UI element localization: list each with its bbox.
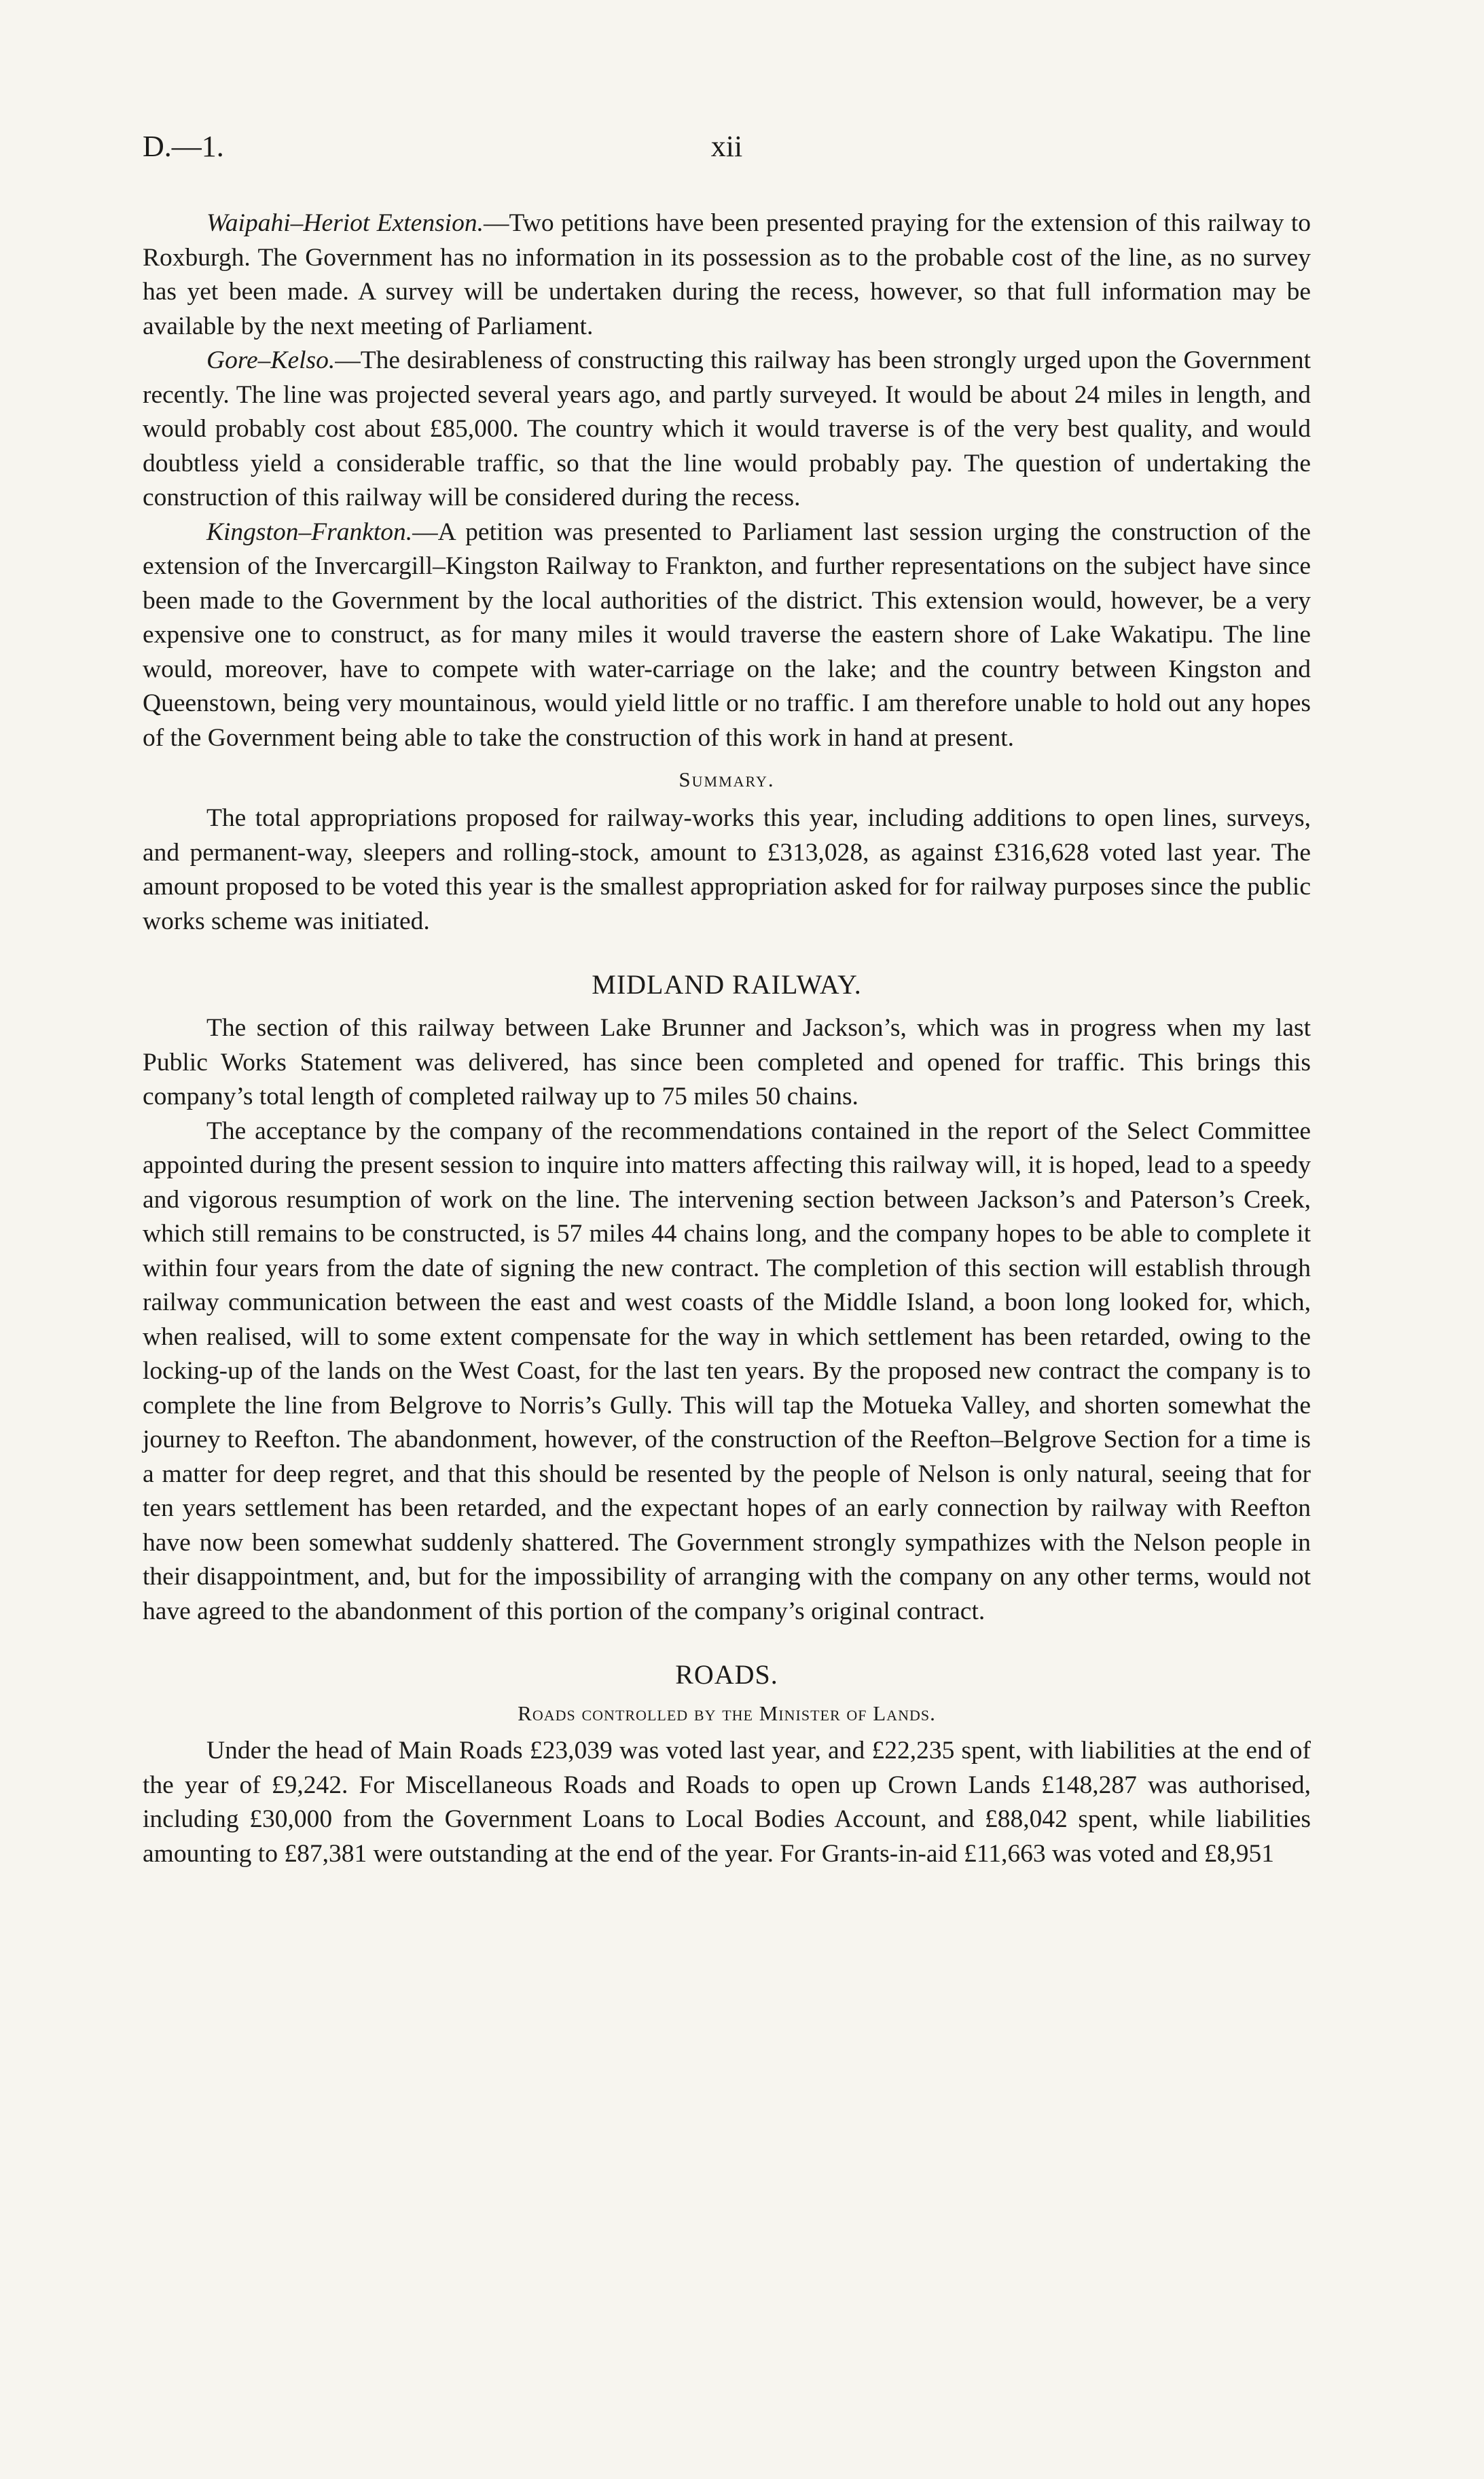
paragraph-summary: The total appropriations proposed for railway-works this year, including additions to open lines, surveys, and permanent-way, sleepers and rolling-stock, amount to £313,028, as against £316,628 voted last year. The amount proposed to be voted this year is the smallest appropriation asked for for railway purposes since the public works scheme was initiated. (143, 804, 1311, 935)
midland-railway-heading: MIDLAND RAILWAY. (592, 969, 862, 1000)
paragraph-lead: Waipahi–Heriot Extension. (206, 209, 484, 237)
summary-heading: Summary. (678, 767, 775, 791)
roads-subheading: Roads controlled by the Minister of Lands. (518, 1701, 936, 1725)
paragraph-body: —Two petitions have been presented praying for the extension of this railway to Roxburgh. The Government has no information in its possession as to the probable cost of the line, as no survey has yet been made. A survey will be undertaken during the recess, however, so that full information may be available by the next meeting of Parliament. (143, 209, 1311, 340)
paragraph-midland-1: The section of this railway between Lake Brunner and Jackson’s, which was in progress when my last Public Works Statement was delivered, has since been completed and opened for traffic. This brings this company’s total length of completed railway up to 75 miles 50 chains. (143, 1014, 1311, 1110)
document-reference: D.—1. (143, 130, 224, 163)
paragraph-lead: Gore–Kelso. (206, 346, 336, 374)
running-head (143, 129, 1311, 177)
paragraph-roads-1: Under the head of Main Roads £23,039 was voted last year, and £22,235 spent, with liabilities at the end of the year of £9,242. For Miscellaneous Roads and Roads to open up Crown Lands £148,287 was authorised, including £30,000 from the Government Loans to Local Bodies Account, and £88,042 spent, while liabilities amounting to £87,381 were outstanding at the end of the year. For Grants-in-aid £11,663 was voted and £8,951 (143, 1737, 1311, 1868)
paragraph-gore-kelso (143, 344, 1311, 515)
paragraph-body: —A petition was presented to Parliament last session urging the construction of the extension of the Invercargill–Kingston Railway to Frankton, and further representations on the subject have since been made to the Government by the local authorities of the district. This extension would, however, be a very expensive one to construct, as for many miles it would traverse the eastern shore of Lake Wakatipu. The line would, moreover, have to compete with water-carriage on the lake; and the country between Kingston and Queenstown, being very mountainous, would yield little or no traffic. I am therefore unable to hold out any hopes of the Government being able to take the construction of this work in hand at present. (143, 518, 1311, 752)
document-page (143, 129, 1311, 1871)
roads-heading: ROADS. (675, 1659, 778, 1690)
paragraph-lead: Kingston–Frankton. (206, 518, 413, 546)
paragraph-midland-2: The acceptance by the company of the recommendations contained in the report of the Select Committee appointed during the present session to inquire into matters affecting this railway will, it is hoped, lead to a speedy and vigorous resumption of work on the line. The intervening section between Jackson’s and Paterson’s Creek, which still remains to be constructed, is 57 miles 44 chains long, and the company hopes to be able to complete it within four years from the date of signing the new contract. The completion of this section will establish through railway communication between the east and west coasts of the Middle Island, a boon long looked for, which, when realised, will to some extent compensate for the way in which settlement has been retarded, owing to the locking-up of the lands on the West Coast, for the last ten years. By the proposed new contract the company is to complete the line from Belgrove to Norris’s Gully. This will tap the Motueka Valley, and shorten somewhat the journey to Reefton. The abandonment, however, of the construction of the Reefton–Belgrove Section for a time is a matter for deep regret, and that this should be resented by the people of Nelson is only natural, seeing that for ten years settlement has been retarded, and the expectant hopes of an early connection by railway with Reefton have now been somewhat suddenly shattered. The Government strongly sympathizes with the Nelson people in their disappointment, and, but for the impossibility of arranging with the company on any other terms, would not have agreed to the abandonment of this portion of the company’s original contract. (143, 1117, 1311, 1625)
paragraph-waipahi-heriot (143, 206, 1311, 344)
page-number: xii (710, 130, 743, 163)
paragraph-body: —The desirableness of constructing this railway has been strongly urged upon the Government recently. The line was projected several years ago, and partly surveyed. It would be about 24 miles in length, and would probably cost about £85,000. The country which it would traverse is of the very best quality, and would doubtless yield a considerable traffic, so that the line would probably pay. The question of undertaking the construction of this railway will be considered during the recess. (143, 346, 1311, 511)
paragraph-kingston-frankton (143, 515, 1311, 756)
